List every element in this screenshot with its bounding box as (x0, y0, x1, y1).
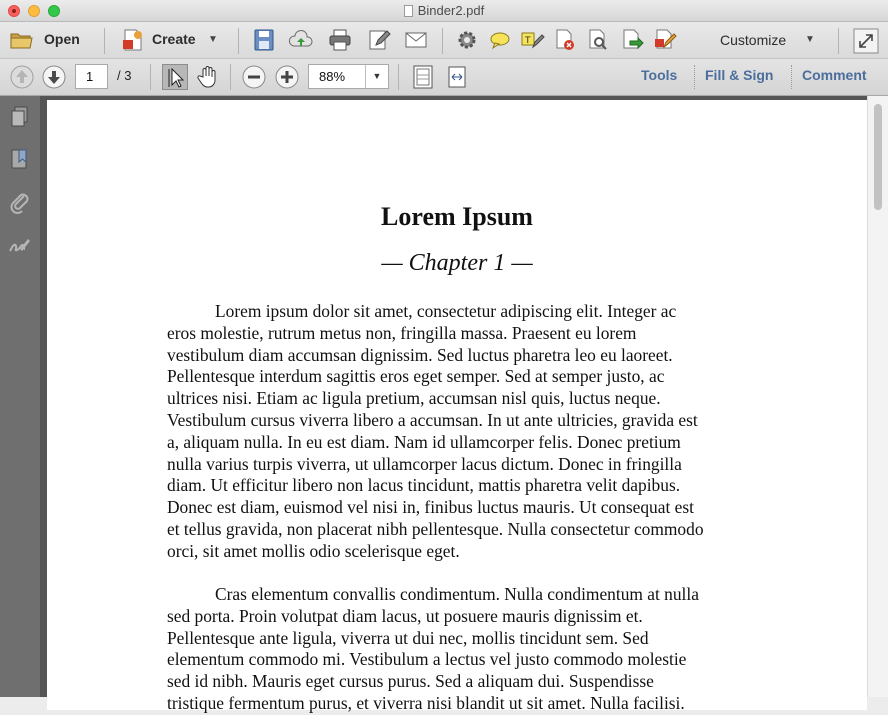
document-icon (404, 5, 413, 17)
text-line: sed porta. Proin volutpat diam lacus, ut posuere mauris dignissim et. (167, 605, 643, 626)
hand-tool-icon[interactable] (195, 64, 221, 90)
open-button[interactable] (8, 27, 84, 53)
text-line: orci, sit amet mollis odio scelerisque eget. (167, 540, 460, 561)
customize-label: Customize (720, 32, 787, 48)
text-line: et tellus gravida, non placerat nibh pellentesque. Nulla consectetur commodo (167, 518, 704, 539)
text-line: vestibulum diam accumsan dignissim. Sed luctus pharetra leo eu laoreet. (167, 344, 673, 365)
create-button[interactable] (120, 27, 220, 53)
text-line: Lorem ipsum dolor sit amet, consectetur adipiscing elit. Integer ac (215, 301, 677, 321)
document-viewport[interactable] (41, 96, 888, 713)
main-toolbar (0, 22, 888, 59)
toolbar-divider (442, 28, 443, 54)
window-title: Binder2.pdf (417, 3, 485, 18)
document-title: Lorem Ipsum (381, 202, 533, 231)
paragraph-2 (167, 584, 752, 715)
export-icon[interactable] (619, 27, 645, 53)
edit-icon[interactable] (366, 27, 392, 53)
fit-width-icon[interactable] (444, 64, 470, 90)
navigation-toolbar (0, 59, 888, 96)
text-line: a, aliquam nulla. In eu est diam. Nam id ullamcorper felis. Donec pretium (167, 431, 681, 452)
signature-icon[interactable] (7, 232, 33, 258)
open-label: Open (44, 31, 80, 47)
find-pdf-icon[interactable] (585, 27, 611, 53)
prev-page-icon[interactable] (9, 64, 35, 90)
next-page-icon[interactable] (41, 64, 67, 90)
fill-sign-tab[interactable]: Fill & Sign (705, 67, 774, 83)
pdf-form-icon[interactable] (652, 27, 678, 53)
chevron-down-icon[interactable]: ▼ (365, 65, 388, 88)
comment-bubble-icon[interactable] (487, 27, 513, 53)
bookmark-icon[interactable] (7, 146, 33, 172)
text-line: eros molestie, rutrum metus non, fringilla massa. Praesent eu lorem (167, 322, 637, 343)
page-total: / 3 (117, 68, 132, 83)
email-icon[interactable] (403, 27, 429, 53)
create-label: Create (152, 31, 196, 47)
zoom-in-icon[interactable] (274, 64, 300, 90)
comment-tab[interactable]: Comment (802, 67, 867, 83)
toolbar-divider (838, 28, 839, 54)
paragraph-1 (167, 301, 752, 563)
svg-text:T: T (525, 36, 531, 46)
toolbar-divider (398, 64, 399, 90)
navigation-pane (0, 96, 41, 697)
pdf-page (47, 100, 867, 713)
text-line: tristique fermentum purus, et viverra nisi blandit ut sit amet. Nulla facilisi. (167, 692, 685, 713)
text-line: Pellentesque interdum sagittis eros eget semper. Sed at semper justo, ac (167, 366, 665, 387)
zoom-select[interactable] (308, 64, 389, 89)
text-line: Vestibulum cursus viverra libero a accumsan. In ut ante ultricies, gravida est (167, 409, 698, 430)
customize-button[interactable] (712, 27, 822, 53)
highlight-icon[interactable] (519, 27, 545, 53)
toolbar-divider (150, 64, 151, 90)
chevron-down-icon: ▼ (208, 34, 218, 45)
zoom-out-icon[interactable] (241, 64, 267, 90)
fit-page-icon[interactable] (410, 64, 436, 90)
text-line: diam. Ut efficitur libero non lacus tincidunt, mattis pharetra velit dapibus. (167, 475, 681, 496)
page-number-input[interactable]: 1 (75, 64, 108, 89)
text-line: ultrices nisi. Etiam ac ligula pretium, accumsan nisl quis, luctus neque. (167, 388, 661, 409)
cloud-upload-icon[interactable] (288, 27, 314, 53)
window-title-container (0, 3, 888, 18)
select-tool-icon[interactable] (162, 64, 188, 90)
pages-icon[interactable] (7, 104, 33, 130)
print-icon[interactable] (327, 27, 353, 53)
chapter-heading: — Chapter 1 — (381, 250, 533, 276)
text-line: sed id nibh. Mauris eget cursus purus. Sed a aliquam dui. Suspendisse (167, 671, 654, 692)
text-line: elementum commodo mi. Vestibulum a lectus vel justo commodo molestie (167, 649, 687, 670)
text-line: Cras elementum convallis condimentum. Nulla condimentum at nulla (215, 584, 699, 604)
zoom-value: 88% (319, 69, 346, 84)
folder-icon (8, 27, 34, 53)
chevron-down-icon: ▼ (805, 34, 815, 45)
delete-pdf-icon[interactable] (552, 27, 578, 53)
toolbar-divider (238, 28, 239, 54)
toolbar-divider (104, 28, 105, 54)
toolbar-divider (694, 65, 695, 89)
vertical-scrollbar[interactable] (867, 96, 888, 697)
gear-icon[interactable] (454, 27, 480, 53)
expand-icon[interactable] (853, 28, 878, 53)
text-line: Donec est diam, euismod vel nisi in, finibus luctus mauris. Ut consequat est (167, 497, 694, 518)
attachment-icon[interactable] (7, 190, 33, 216)
scrollbar-thumb[interactable] (874, 104, 882, 210)
toolbar-divider (230, 64, 231, 90)
text-line: Pellentesque ante ligula, viverra ut dui nec, mollis tincidunt sem. Sed (167, 627, 649, 648)
save-icon[interactable] (251, 27, 277, 53)
window-titlebar (0, 0, 888, 22)
tools-tab[interactable]: Tools (641, 67, 678, 83)
toolbar-divider (791, 65, 792, 89)
create-pdf-icon (120, 27, 146, 53)
text-line: nulla varius turpis viverra, ut ullamcorper lacus dictum. Donec in fringilla (167, 453, 682, 474)
